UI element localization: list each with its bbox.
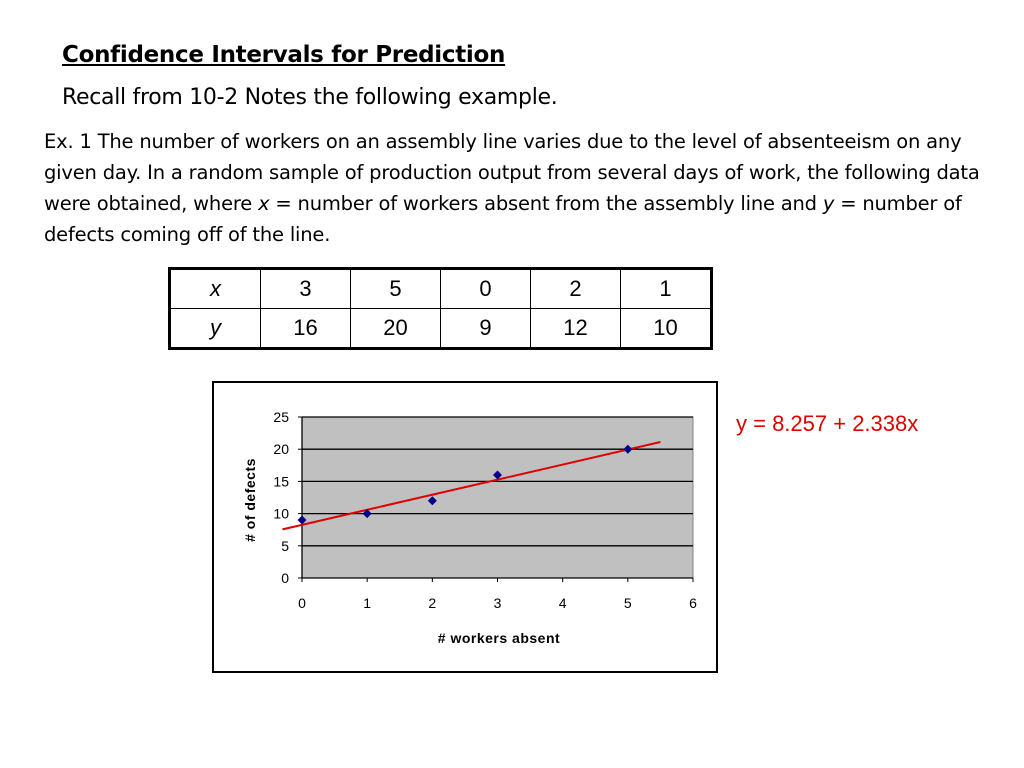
plot-background <box>302 417 693 578</box>
example-var-x: x <box>258 192 270 215</box>
x-tick-label: 2 <box>428 595 437 611</box>
row-label-y: y <box>170 309 261 349</box>
x-tick-label: 1 <box>363 595 372 611</box>
example-var-y: y <box>822 192 835 215</box>
table-cell: 20 <box>351 309 441 349</box>
table-cell: 1 <box>621 269 712 309</box>
example-text-1: Ex. 1 The number of workers on an assembly line varies due to the level of absenteeism on any given day. In a random sample of production output from several days of work, the following data were obtained, where <box>44 130 980 215</box>
x-tick-label: 0 <box>298 595 306 611</box>
y-tick-label: 10 <box>273 505 289 522</box>
x-tick-label: 6 <box>689 595 697 611</box>
x-tick-label: 5 <box>623 595 632 611</box>
regression-equation: y = 8.257 + 2.338x <box>736 411 919 436</box>
table-row-x <box>170 269 712 309</box>
y-axis-label: # of defects <box>242 458 258 542</box>
table-row-y <box>170 309 712 349</box>
table-cell: 5 <box>351 269 441 309</box>
y-tick-label: 15 <box>273 473 289 490</box>
scatter-chart <box>212 381 718 673</box>
table-cell: 9 <box>441 309 531 349</box>
table-cell: 2 <box>531 269 621 309</box>
table-cell: 16 <box>261 309 351 349</box>
row-label-x: x <box>170 269 261 309</box>
chart-svg <box>214 383 716 671</box>
page-title: Confidence Intervals for Prediction <box>62 42 506 68</box>
table-cell: 3 <box>261 269 351 309</box>
recall-line: Recall from 10-2 Notes the following example. <box>62 85 558 110</box>
table-cell: 12 <box>531 309 621 349</box>
y-tick-label: 25 <box>273 409 289 425</box>
x-tick-label: 3 <box>493 595 502 611</box>
y-tick-label: 0 <box>281 570 289 586</box>
example-paragraph <box>44 126 994 250</box>
table-cell: 10 <box>621 309 712 349</box>
y-tick-label: 20 <box>273 441 289 458</box>
table-cell: 0 <box>441 269 531 309</box>
x-axis-label: # workers absent <box>437 630 561 646</box>
x-tick-label: 4 <box>558 595 567 611</box>
data-table <box>168 267 713 350</box>
example-text-3: = number of defects coming off of the line. <box>44 192 962 246</box>
y-tick-label: 5 <box>281 537 289 554</box>
example-text-2: = number of workers absent from the assembly line and <box>269 192 823 215</box>
plot-area <box>302 417 693 578</box>
